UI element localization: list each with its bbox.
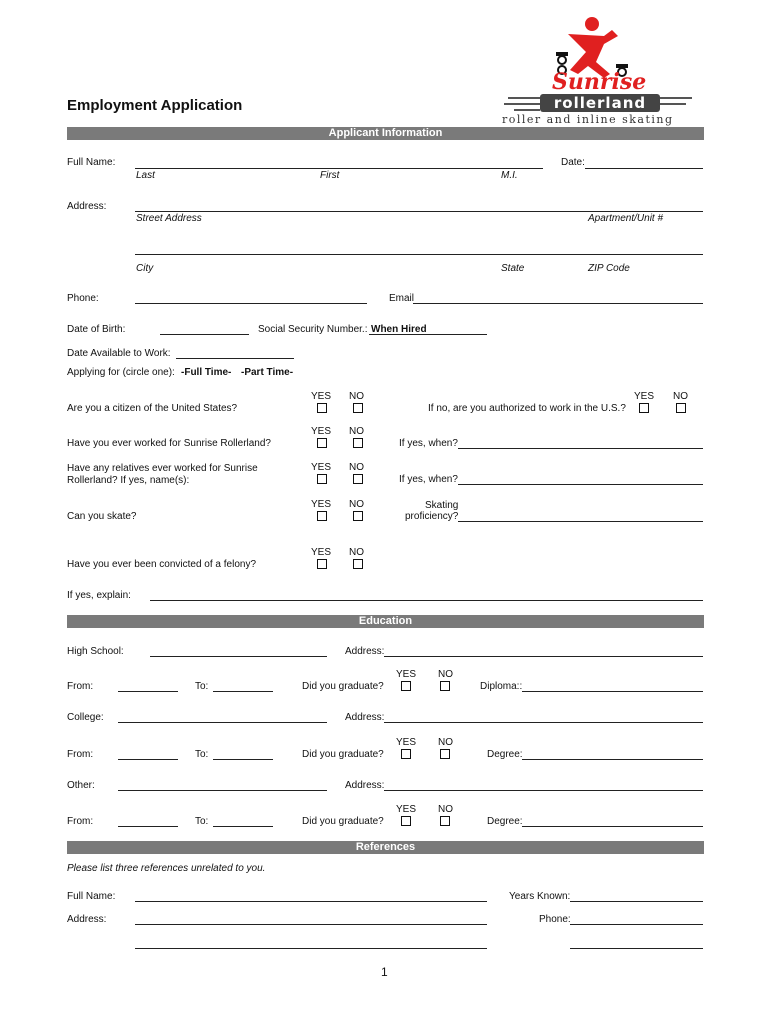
- dob-field[interactable]: [160, 334, 249, 335]
- other-address-label: Address:: [345, 780, 385, 791]
- college-from-label: From:: [67, 749, 94, 760]
- authorized-yes-checkbox[interactable]: [639, 403, 649, 413]
- yes-label: YES: [396, 804, 417, 815]
- date-available-field[interactable]: [176, 358, 294, 359]
- ref-full-name-field[interactable]: [135, 901, 487, 902]
- skating-proficiency-field[interactable]: [458, 521, 703, 522]
- other-graduate-no-checkbox[interactable]: [440, 816, 450, 826]
- street-address-field[interactable]: [135, 211, 703, 212]
- logo-product: rollerland: [553, 94, 647, 112]
- yes-label: YES: [311, 426, 332, 437]
- worked-yes-checkbox[interactable]: [317, 438, 327, 448]
- ref-phone-field[interactable]: [570, 924, 703, 925]
- part-time-option[interactable]: -Part Time-: [241, 367, 294, 378]
- date-field[interactable]: [585, 168, 703, 169]
- other-degree-field[interactable]: [522, 826, 703, 827]
- yes-label: YES: [396, 669, 417, 680]
- full-name-field[interactable]: [135, 168, 543, 169]
- yes-label: YES: [311, 462, 332, 473]
- ref-full-name-label: Full Name:: [67, 891, 116, 902]
- first-caption: First: [320, 170, 340, 181]
- high-school-field[interactable]: [150, 656, 327, 657]
- other-to-label: To:: [195, 816, 209, 827]
- other-field[interactable]: [118, 790, 327, 791]
- diploma-label: Diploma::: [480, 681, 523, 692]
- hs-graduate-yes-checkbox[interactable]: [401, 681, 411, 691]
- years-known-label: Years Known:: [509, 891, 571, 902]
- dob-label: Date of Birth:: [67, 324, 126, 335]
- hs-graduate-no-checkbox[interactable]: [440, 681, 450, 691]
- full-name-label: Full Name:: [67, 157, 116, 168]
- state-caption: State: [501, 263, 525, 274]
- other-to-field[interactable]: [213, 826, 273, 827]
- email-field[interactable]: [413, 303, 703, 304]
- section-header-education: Education: [67, 615, 704, 628]
- hs-to-field[interactable]: [213, 691, 273, 692]
- address-label: Address:: [67, 201, 107, 212]
- page-number: 1: [381, 965, 388, 979]
- other-address-field[interactable]: [384, 790, 703, 791]
- explain-label: If yes, explain:: [67, 590, 131, 601]
- hs-from-label: From:: [67, 681, 94, 692]
- hs-address-label: Address:: [345, 646, 385, 657]
- relatives-question-line2: Rollerland? If yes, name(s):: [67, 475, 190, 486]
- worked-no-checkbox[interactable]: [353, 438, 363, 448]
- explain-field[interactable]: [150, 600, 703, 601]
- college-address-label: Address:: [345, 712, 385, 723]
- other-graduate-label: Did you graduate?: [302, 816, 384, 827]
- college-from-field[interactable]: [118, 759, 178, 760]
- skating-label-line1: Skating: [425, 500, 459, 511]
- other-label: Other:: [67, 780, 95, 791]
- college-degree-label: Degree:: [487, 749, 523, 760]
- college-address-field[interactable]: [384, 722, 703, 723]
- logo-tagline: roller and inline skating: [502, 113, 674, 126]
- no-label: NO: [349, 462, 364, 473]
- diploma-field[interactable]: [522, 691, 703, 692]
- college-graduate-no-checkbox[interactable]: [440, 749, 450, 759]
- college-field[interactable]: [118, 722, 327, 723]
- hs-to-label: To:: [195, 681, 209, 692]
- citizen-yes-checkbox[interactable]: [317, 403, 327, 413]
- hs-address-field[interactable]: [384, 656, 703, 657]
- phone-field[interactable]: [135, 303, 367, 304]
- yes-label: YES: [311, 499, 332, 510]
- phone-label: Phone:: [67, 293, 99, 304]
- felony-yes-checkbox[interactable]: [317, 559, 327, 569]
- other-graduate-yes-checkbox[interactable]: [401, 816, 411, 826]
- worked-when-label: If yes, when?: [399, 438, 458, 449]
- logo: [500, 14, 700, 126]
- yes-label: YES: [311, 547, 332, 558]
- no-label: NO: [673, 391, 688, 402]
- college-to-field[interactable]: [213, 759, 273, 760]
- street-caption: Street Address: [136, 213, 202, 224]
- date-label: Date:: [561, 157, 585, 168]
- logo-brand: Sunrise: [552, 69, 647, 95]
- city-caption: City: [136, 263, 154, 274]
- section-header-applicant: Applicant Information: [67, 127, 704, 140]
- citizen-no-checkbox[interactable]: [353, 403, 363, 413]
- other-from-label: From:: [67, 816, 94, 827]
- years-known-field[interactable]: [570, 901, 703, 902]
- no-label: NO: [438, 737, 453, 748]
- no-label: NO: [349, 499, 364, 510]
- college-graduate-label: Did you graduate?: [302, 749, 384, 760]
- no-label: NO: [349, 426, 364, 437]
- skate-no-checkbox[interactable]: [353, 511, 363, 521]
- relatives-yes-checkbox[interactable]: [317, 474, 327, 484]
- other-from-field[interactable]: [118, 826, 178, 827]
- section-header-references: References: [67, 841, 704, 854]
- page-title: Employment Application: [67, 97, 243, 114]
- yes-label: YES: [311, 391, 332, 402]
- no-label: NO: [349, 391, 364, 402]
- ref-address-field[interactable]: [135, 924, 487, 925]
- relatives-when-label: If yes, when?: [399, 474, 458, 485]
- relatives-when-field[interactable]: [458, 484, 703, 485]
- yes-label: YES: [634, 391, 655, 402]
- ssn-label: Social Security Number.:: [258, 324, 368, 335]
- no-label: NO: [438, 804, 453, 815]
- zip-caption: ZIP Code: [588, 263, 630, 274]
- references-note: Please list three references unrelated to you.: [67, 863, 266, 874]
- ref-address-label: Address:: [67, 914, 107, 925]
- college-graduate-yes-checkbox[interactable]: [401, 749, 411, 759]
- worked-when-field[interactable]: [458, 448, 703, 449]
- no-label: NO: [349, 547, 364, 558]
- skate-yes-checkbox[interactable]: [317, 511, 327, 521]
- full-time-option[interactable]: -Full Time-: [181, 367, 232, 378]
- city-state-zip-field[interactable]: [135, 254, 703, 255]
- ssn-field[interactable]: [369, 334, 487, 335]
- applying-for-label: Applying for (circle one):: [67, 367, 175, 378]
- yes-label: YES: [396, 737, 417, 748]
- skating-label-line2: proficiency?: [405, 511, 459, 522]
- last-caption: Last: [136, 170, 155, 181]
- authorized-no-checkbox[interactable]: [676, 403, 686, 413]
- worked-question: Have you ever worked for Sunrise Rollerland?: [67, 438, 271, 449]
- hs-graduate-label: Did you graduate?: [302, 681, 384, 692]
- other-degree-label: Degree:: [487, 816, 523, 827]
- relatives-no-checkbox[interactable]: [353, 474, 363, 484]
- felony-question: Have you ever been convicted of a felony?: [67, 559, 257, 570]
- mi-caption: M.I.: [501, 170, 518, 181]
- felony-no-checkbox[interactable]: [353, 559, 363, 569]
- ssn-when-hired: When Hired: [371, 324, 427, 335]
- ref-phone-label: Phone:: [539, 914, 571, 925]
- high-school-label: High School:: [67, 646, 124, 657]
- college-degree-field[interactable]: [522, 759, 703, 760]
- ref-address-field-2[interactable]: [135, 948, 487, 949]
- apt-caption: Apartment/Unit #: [588, 213, 664, 224]
- college-to-label: To:: [195, 749, 209, 760]
- hs-from-field[interactable]: [118, 691, 178, 692]
- ref-phone-field-2[interactable]: [570, 948, 703, 949]
- skate-question: Can you skate?: [67, 511, 137, 522]
- authorized-question: If no, are you authorized to work in the U.S.?: [428, 403, 626, 414]
- citizen-question: Are you a citizen of the United States?: [67, 403, 238, 414]
- no-label: NO: [438, 669, 453, 680]
- date-available-label: Date Available to Work:: [67, 348, 171, 359]
- college-label: College:: [67, 712, 104, 723]
- relatives-question-line1: Have any relatives ever worked for Sunrise: [67, 463, 258, 474]
- email-label: Email: [389, 293, 415, 304]
